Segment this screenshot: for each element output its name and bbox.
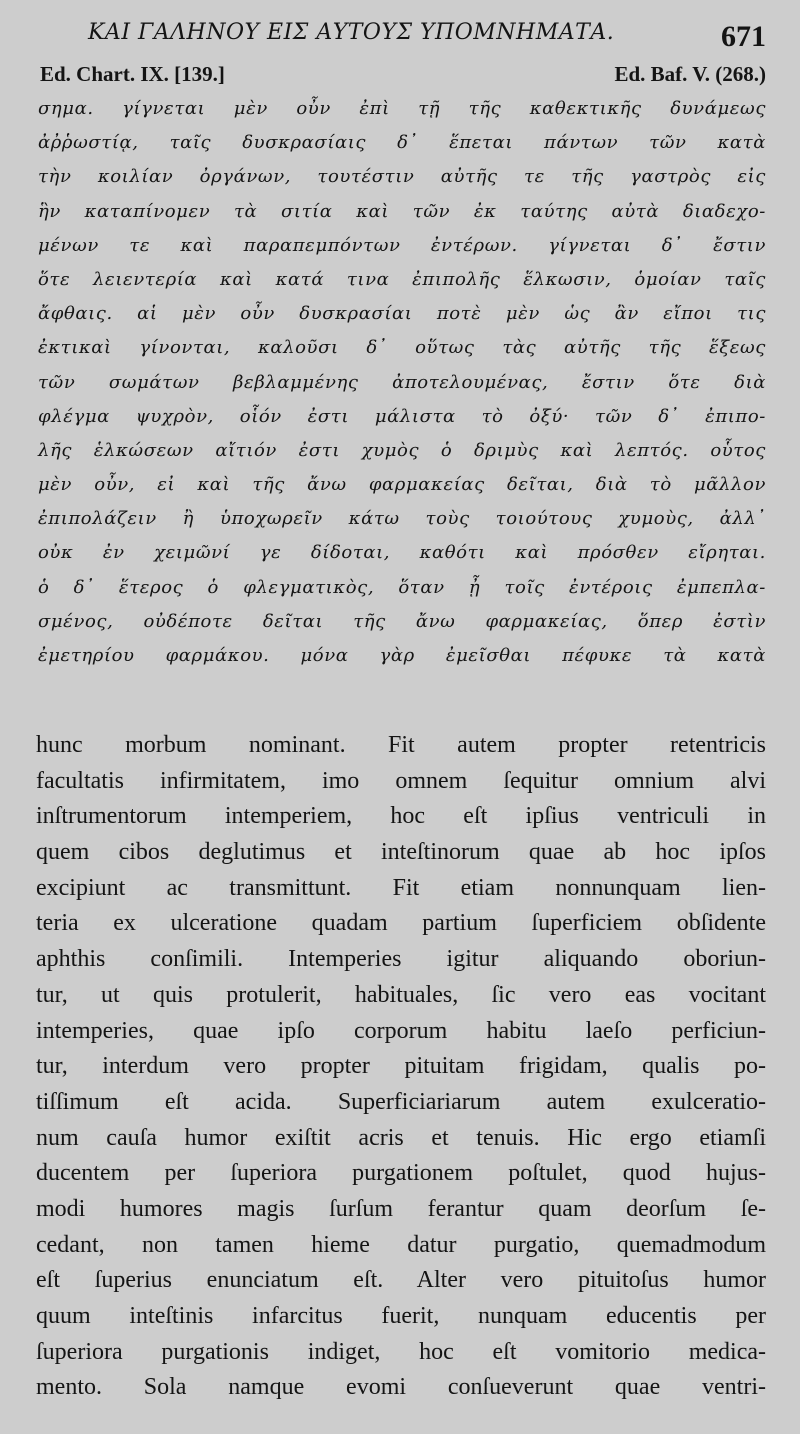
latin-text-line: tiſſimum eſt acida. Superficiariarum autem exulceratio-: [36, 1088, 766, 1115]
latin-text-line: modi humores magis ſurſum ferantur quam deorſum ſe-: [36, 1195, 766, 1222]
latin-text-line: aphthis conſimili. Intemperies igitur aliquando oboriun-: [36, 946, 766, 973]
edition-chart-reference: Ed. Chart. IX. [139.]: [40, 62, 225, 86]
latin-text-line: tur, ut quis protulerit, habituales, ſic vero eas vocitant: [36, 981, 766, 1008]
running-head: [0, 14, 800, 54]
greek-text-line: σμένος, οὐδέποτε δεῖται τῆς ἄνω φαρμακείας, ὅπερ ἐστὶν: [38, 610, 766, 632]
latin-text-line: hunc morbum nominant. Fit autem propter retentricis: [36, 732, 766, 758]
greek-text-line: ἣν καταπίνομεν τὰ σιτία καὶ τῶν ἐκ ταύτης αὐτὰ διαδεχο-: [38, 200, 766, 222]
latin-text-line: tur, interdum vero propter pituitam frigidam, qualis po-: [36, 1053, 766, 1080]
latin-text-line: facultatis infirmitatem, imo omnem ſequitur omnium alvi: [36, 767, 766, 794]
latin-text-line: quum inteſtinis infarcitus fuerit, nunquam educentis per: [36, 1303, 766, 1329]
greek-text-line: ὁ δ᾽ ἕτερος ὁ φλεγματικὸς, ὅταν ᾖ τοῖς ἐντέροις ἐμπεπλα-: [38, 576, 766, 598]
latin-text-line: ducentem per ſuperiora purgationem poſtulet, quod hujus-: [36, 1160, 766, 1187]
latin-text-line: ſuperiora purgationis indiget, hoc eſt vomitorio medica-: [36, 1338, 766, 1365]
latin-text-line: mento. Sola namque evomi conſueverunt quae ventri-: [36, 1374, 766, 1401]
greek-text-line: ἄφθαις. αἱ μὲν οὖν δυσκρασίαι ποτὲ μὲν ὡς ἂν εἴποι τις: [38, 303, 766, 325]
greek-text-line: ἐκτικαὶ γίνονται, καλοῦσι δ᾽ οὕτως τὰς αὐτῆς τῆς ἕξεως: [38, 337, 766, 359]
latin-text-line: teria ex ulceratione quadam partium ſuperficiem obſidente: [36, 910, 766, 937]
greek-text-line: οὐκ ἐν χειμῶνί γε δίδοται, καθότι καὶ πρόσθεν εἴρηται.: [38, 542, 766, 564]
greek-text-line: τῶν σωμάτων βεβλαμμένης ἀποτελουμένας, ἔστιν ὅτε διὰ: [38, 371, 766, 393]
greek-text-line: λῆς ἑλκώσεων αἴτιόν ἐστι χυμὸς ὁ δριμὺς καὶ λεπτός. οὗτος: [38, 439, 766, 461]
latin-text-line: excipiunt ac transmittunt. Fit etiam nonnunquam lien-: [36, 874, 766, 901]
running-title: ΚΑΙ ΓΑΛΗΝΟΥ ΕΙΣ ΑΥΤΟΥΣ ΥΠΟΜΝΗΜΑΤΑ.: [88, 20, 615, 45]
greek-text-line: τὴν κοιλίαν ὀργάνων, τουτέστιν αὐτῆς τε τῆς γαστρὸς εἰς: [38, 166, 766, 188]
latin-text-line: inſtrumentorum intemperiem, hoc eſt ipſius ventriculi in: [36, 803, 766, 830]
greek-text-line: σημα. γίγνεται μὲν οὖν ἐπὶ τῇ τῆς καθεκτικῆς δυνάμεως: [38, 98, 766, 119]
greek-text-line: ἀῤῥωστίᾳ, ταῖς δυσκρασίαις δ᾽ ἕπεται πάντων τῶν κατὰ: [38, 132, 766, 154]
edition-reference-line: [0, 62, 800, 92]
latin-text-block: [36, 728, 766, 1406]
greek-text-line: ἐμετηρίου φαρμάκου. μόνα γὰρ ἐμεῖσθαι πέφυκε τὰ κατὰ: [38, 645, 766, 666]
greek-text-block: [38, 92, 766, 673]
latin-text-line: cedant, non tamen hieme datur purgatio, quemadmodum: [36, 1231, 766, 1258]
latin-text-line: num cauſa humor exiſtit acris et tenuis. Hic ergo etiamſi: [36, 1124, 766, 1151]
latin-text-line: eſt ſuperius enunciatum eſt. Alter vero pituitoſus humor: [36, 1267, 766, 1294]
edition-basel-reference: Ed. Baf. V. (268.): [614, 62, 766, 86]
page-number: 671: [721, 20, 766, 53]
greek-text-line: μὲν οὖν, εἰ καὶ τῆς ἄνω φαρμακείας δεῖται, διὰ τὸ μᾶλλον: [38, 474, 766, 496]
greek-text-line: ἐπιπολάζειν ἢ ὑποχωρεῖν κάτω τοὺς τοιούτους χυμοὺς, ἀλλ᾽: [38, 508, 766, 530]
greek-text-line: μένων τε καὶ παραπεμπόντων ἐντέρων. γίγνεται δ᾽ ἔστιν: [38, 234, 766, 256]
greek-text-line: φλέγμα ψυχρὸν, οἷόν ἐστι μάλιστα τὸ ὀξύ· τῶν δ᾽ ἐπιπο-: [38, 405, 766, 427]
latin-text-line: intemperies, quae ipſo corporum habitu laeſo perficiun-: [36, 1017, 766, 1044]
greek-text-line: ὅτε λειεντερία καὶ κατά τινα ἐπιπολῆς ἕλκωσιν, ὁμοίαν ταῖς: [38, 268, 766, 290]
latin-text-line: quem cibos deglutimus et inteſtinorum quae ab hoc ipſos: [36, 839, 766, 866]
